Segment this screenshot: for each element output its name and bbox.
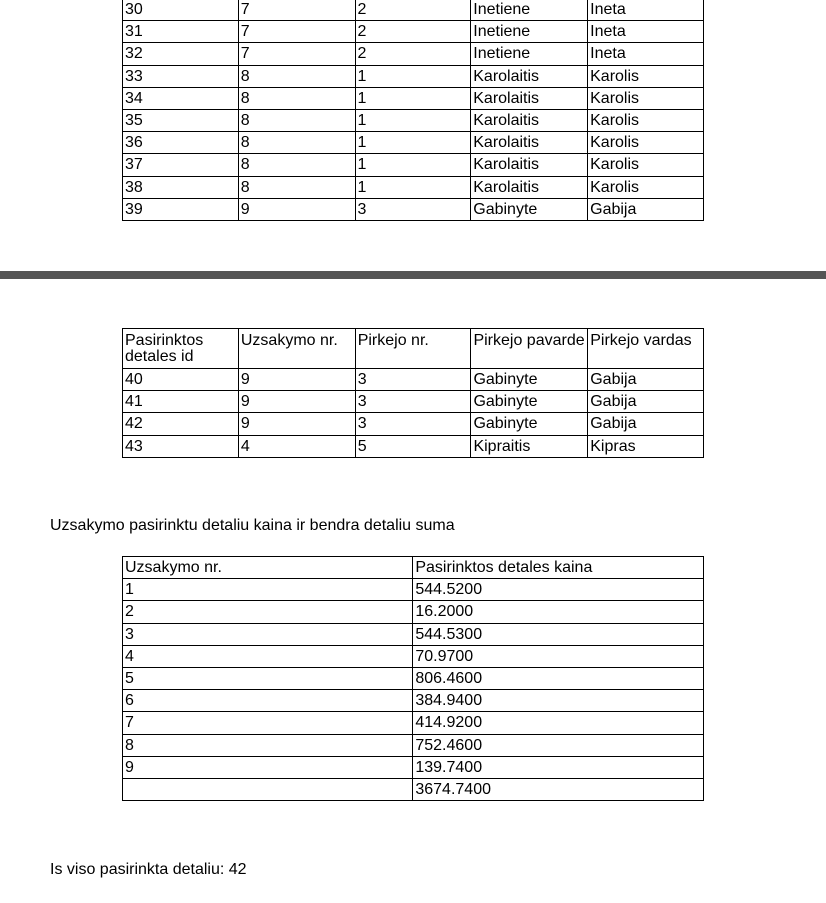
table-header-row [123,557,704,579]
header-order-nr: Uzsakymo nr. [238,329,355,369]
cell-part-price: 139.7400 [413,756,704,778]
cell-buyer-surname: Gabinyte [471,413,588,435]
header-order-nr: Uzsakymo nr. [123,557,413,579]
orders-table-body [123,0,704,220]
cell-order-nr: 4 [238,435,355,457]
cell-buyer-surname: Karolaitis [471,87,588,109]
cell-buyer-surname: Gabinyte [471,391,588,413]
cell-part-price: 544.5200 [413,579,704,601]
cell-buyer-nr: 2 [355,0,471,21]
cell-order-nr: 7 [238,21,355,43]
cell-part-id: 39 [123,198,239,220]
cell-buyer-nr: 5 [355,435,471,457]
cell-buyer-name: Ineta [588,21,704,43]
cell-buyer-surname: Kipraitis [471,435,588,457]
cell-part-id: 31 [123,21,239,43]
cell-buyer-nr: 3 [355,413,471,435]
cell-part-id: 35 [123,109,239,131]
cell-buyer-surname: Inetiene [471,0,588,21]
table-row [123,0,704,21]
table-row [123,176,704,198]
cell-buyer-name: Ineta [588,0,704,21]
cell-buyer-name: Gabija [588,369,704,391]
cell-buyer-nr: 2 [355,43,471,65]
selected-parts-table-body [123,369,704,458]
cell-part-id: 38 [123,176,239,198]
table-row [123,579,704,601]
cell-buyer-surname: Karolaitis [471,154,588,176]
cell-part-price: 414.9200 [413,712,704,734]
table-row [123,413,704,435]
header-part-id: Pasirinktos detales id [123,329,239,369]
cell-order-nr: 8 [123,734,413,756]
total-parts-summary: Is viso pasirinkta detaliu: 42 [50,861,247,878]
cell-buyer-surname: Karolaitis [471,65,588,87]
cell-part-id: 33 [123,65,239,87]
cell-part-id: 40 [123,369,239,391]
cell-buyer-nr: 3 [355,391,471,413]
cell-order-nr: 4 [123,645,413,667]
table-row [123,109,704,131]
cell-buyer-nr: 3 [355,369,471,391]
cell-order-nr: 1 [123,579,413,601]
cell-buyer-name: Gabija [588,391,704,413]
header-buyer-surname: Pirkejo pavarde [471,329,588,369]
cell-buyer-name: Gabija [588,413,704,435]
cell-part-price: 752.4600 [413,734,704,756]
table-row [123,369,704,391]
table-row [123,667,704,689]
cell-buyer-name: Karolis [588,132,704,154]
table-row [123,690,704,712]
table-row [123,601,704,623]
cell-part-price: 806.4600 [413,667,704,689]
cell-buyer-nr: 2 [355,21,471,43]
cell-order-nr: 9 [238,198,355,220]
section-divider [0,271,826,279]
cell-order-nr: 9 [238,391,355,413]
cell-part-price: 544.5300 [413,623,704,645]
table-row [123,756,704,778]
total-sum-cell: 3674.7400 [413,778,704,800]
table-header-row [123,329,704,369]
cell-buyer-name: Kipras [588,435,704,457]
cell-part-id: 37 [123,154,239,176]
cell-part-id: 43 [123,435,239,457]
cell-order-nr: 9 [238,413,355,435]
cell-buyer-nr: 1 [355,176,471,198]
total-label-cell [123,778,413,800]
cell-order-nr: 7 [123,712,413,734]
cell-buyer-name: Gabija [588,198,704,220]
cell-order-nr: 9 [238,369,355,391]
table-row [123,198,704,220]
cell-part-id: 41 [123,391,239,413]
table-row [123,65,704,87]
cell-order-nr: 7 [238,43,355,65]
table-row [123,645,704,667]
cell-part-price: 16.2000 [413,601,704,623]
cell-buyer-surname: Karolaitis [471,109,588,131]
table-row [123,391,704,413]
cell-buyer-name: Karolis [588,109,704,131]
cell-part-price: 70.9700 [413,645,704,667]
order-price-table [122,556,704,801]
cell-buyer-nr: 1 [355,109,471,131]
cell-part-id: 30 [123,0,239,21]
cell-buyer-nr: 3 [355,198,471,220]
cell-buyer-surname: Karolaitis [471,176,588,198]
selected-parts-table [122,328,704,458]
cell-part-price: 384.9400 [413,690,704,712]
cell-order-nr: 8 [238,87,355,109]
table-row [123,623,704,645]
cell-buyer-surname: Gabinyte [471,369,588,391]
cell-buyer-name: Karolis [588,176,704,198]
cell-order-nr: 9 [123,756,413,778]
header-part-price: Pasirinktos detales kaina [413,557,704,579]
table-row [123,734,704,756]
table-row [123,43,704,65]
price-section-heading: Uzsakymo pasirinktu detaliu kaina ir bendra detaliu suma [50,517,455,534]
cell-order-nr: 8 [238,109,355,131]
cell-buyer-name: Karolis [588,154,704,176]
total-row [123,778,704,800]
cell-order-nr: 8 [238,132,355,154]
cell-buyer-surname: Gabinyte [471,198,588,220]
cell-buyer-nr: 1 [355,154,471,176]
cell-order-nr: 8 [238,65,355,87]
cell-order-nr: 5 [123,667,413,689]
cell-part-id: 36 [123,132,239,154]
cell-buyer-surname: Karolaitis [471,132,588,154]
cell-order-nr: 7 [238,0,355,21]
order-price-table-body [123,579,704,779]
cell-order-nr: 6 [123,690,413,712]
cell-order-nr: 8 [238,154,355,176]
cell-order-nr: 2 [123,601,413,623]
table-row [123,712,704,734]
cell-buyer-nr: 1 [355,132,471,154]
table-row [123,132,704,154]
table-row [123,87,704,109]
cell-buyer-name: Ineta [588,43,704,65]
cell-buyer-surname: Inetiene [471,21,588,43]
table-row [123,21,704,43]
cell-buyer-nr: 1 [355,65,471,87]
cell-part-id: 34 [123,87,239,109]
cell-part-id: 42 [123,413,239,435]
table-row [123,435,704,457]
cell-buyer-surname: Inetiene [471,43,588,65]
cell-order-nr: 8 [238,176,355,198]
cell-order-nr: 3 [123,623,413,645]
header-buyer-name: Pirkejo vardas [588,329,704,369]
cell-part-id: 32 [123,43,239,65]
cell-buyer-nr: 1 [355,87,471,109]
cell-buyer-name: Karolis [588,87,704,109]
cell-buyer-name: Karolis [588,65,704,87]
orders-table-continued [122,0,704,221]
header-buyer-nr: Pirkejo nr. [355,329,471,369]
table-row [123,154,704,176]
